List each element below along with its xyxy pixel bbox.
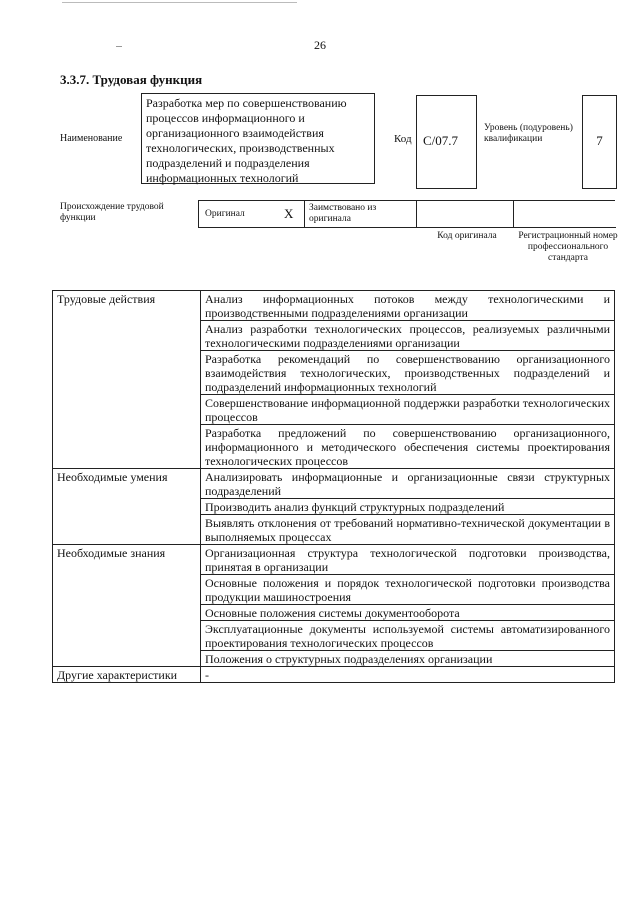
table-cell: Производить анализ функций структурных подразделений	[201, 499, 615, 515]
category-cell: Другие характеристики	[53, 667, 201, 683]
table-cell: Анализ информационных потоков между технологическими и производственными подразделениями организации	[201, 291, 615, 321]
table-row	[53, 545, 615, 575]
origin-divider	[513, 200, 514, 228]
origin-divider	[416, 200, 417, 228]
function-name: Разработка мер по совершенствованию процессов информационного и организационного взаимодействия технологических, производственных подразделений и подразделения информационных технологий	[146, 96, 347, 185]
level-box	[582, 95, 617, 189]
table-cell: Эксплуатационные документы используемой системы автоматизированного проектирования технологических процессов	[201, 621, 615, 651]
table-cell: Разработка рекомендаций по совершенствованию организационного взаимодействия технологических, производственных подразделений и подразделений информационных технологий	[201, 351, 615, 395]
section-title: 3.3.7. Трудовая функция	[60, 72, 203, 87]
table-cell: Организационная структура технологической подготовки производства, принятая в организации	[201, 545, 615, 575]
origin-label: Происхождение трудовой функции	[60, 202, 164, 223]
function-name-box	[141, 93, 375, 184]
original-label: Оригинал	[205, 209, 245, 219]
name-label: Наименование	[60, 133, 123, 144]
table-cell: Анализировать информационные и организационные связи структурных подразделений	[201, 469, 615, 499]
code-value: C/07.7	[423, 133, 459, 148]
reg-number-label: Регистрационный номер профессионального стандарта	[518, 231, 618, 263]
category-cell: Необходимые знания	[53, 545, 201, 667]
table-cell: Анализ разработки технологических процессов, реализуемых различными технологическими подразделениями организации	[201, 321, 615, 351]
borrowed-label: Заимствовано из оригинала	[309, 203, 377, 224]
category-cell: Трудовые действия	[53, 291, 201, 469]
table-row	[53, 667, 615, 683]
level-label: Уровень (подуровень) квалификации	[484, 123, 573, 144]
table-cell: Основные положения и порядок технологической подготовки производства продукции машиностроения	[201, 575, 615, 605]
table-cell: -	[201, 667, 615, 683]
original-mark: X	[284, 206, 294, 221]
table-cell: Выявлять отклонения от требований нормативно-технической документации в выполняемых процессах	[201, 515, 615, 545]
scan-line	[62, 2, 297, 3]
table-cell: Основные положения системы документооборота	[201, 605, 615, 621]
origin-bottom-line	[198, 227, 616, 228]
table-row	[53, 469, 615, 499]
function-table	[52, 290, 615, 683]
level-value: 7	[596, 133, 603, 148]
category-cell: Необходимые умения	[53, 469, 201, 545]
code-box	[416, 95, 477, 189]
code-label: Код	[394, 133, 412, 145]
origin-divider	[304, 200, 305, 228]
code-original-label: Код оригинала	[437, 231, 497, 241]
table-cell: Положения о структурных подразделениях организации	[201, 651, 615, 667]
table-cell: Совершенствование информационной поддержки разработки технологических процессов	[201, 395, 615, 425]
table-cell: Разработка предложений по совершенствованию организационного, информационного и методического обеспечения системы проектирования технологических процессов	[201, 425, 615, 469]
table-row	[53, 291, 615, 321]
page-number: 26	[314, 38, 326, 52]
